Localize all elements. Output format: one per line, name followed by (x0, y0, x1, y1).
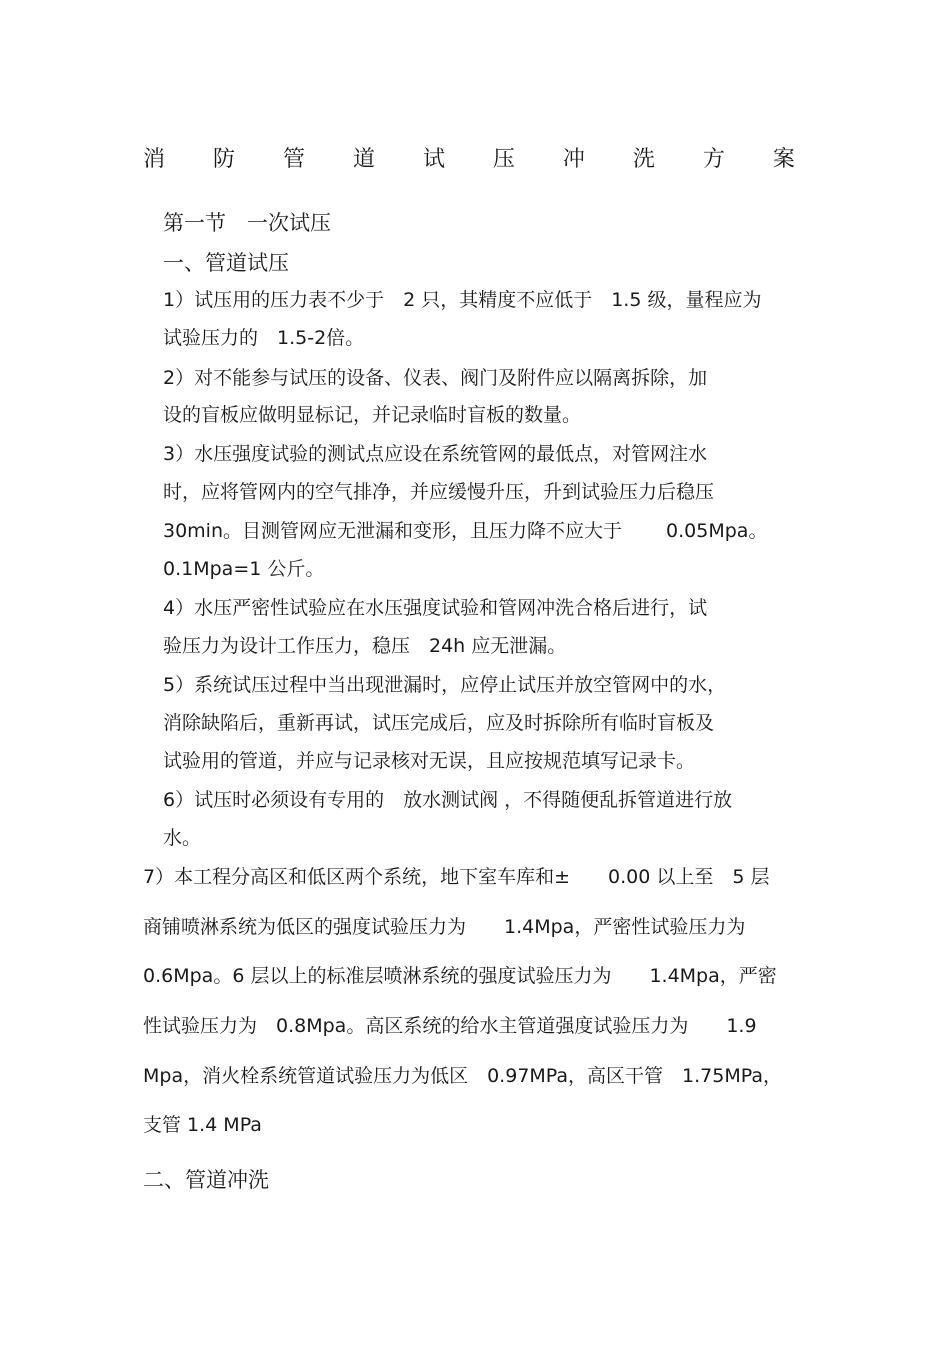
title-char: 冲 (562, 147, 585, 172)
paragraph-line: 2）对不能参与试压的设备、仪表、阀门及附件应以隔离拆除，加 (163, 367, 708, 389)
paragraph-line: 设的盲板应做明显标记，并记录临时盲板的数量。 (163, 404, 582, 426)
title-char: 试 (422, 147, 445, 172)
paragraph-line: 6）试压时必须设有专用的 放水测试阀 ，不得随便乱拆管道进行放 (163, 789, 733, 811)
paragraph-line: 水。 (163, 827, 202, 849)
paragraph-line: 试验压力的 1.5-2倍。 (163, 327, 365, 349)
subsection-heading: 二、管道冲洗 (143, 1168, 269, 1192)
paragraph-line: 0.1Mpa=1 公斤。 (163, 558, 325, 580)
paragraph-line: 商铺喷淋系统为低区的强度试验压力为 1.4Mpa，严密性试验压力为 (143, 916, 746, 938)
section-heading: 第一节 一次试压 (163, 211, 331, 235)
title-char: 道 (352, 147, 375, 172)
paragraph-line: 7）本工程分高区和低区两个系统，地下室车库和± 0.00 以上至 5 层 (143, 866, 770, 888)
paragraph-line: 消除缺陷后，重新再试，试压完成后，应及时拆除所有临时盲板及 (163, 712, 715, 734)
paragraph-line: 试验用的管道，并应与记录核对无误，且应按规范填写记录卡。 (163, 750, 696, 772)
paragraph-line: 时，应将管网内的空气排净，并应缓慢升压，升到试验压力后稳压 (163, 481, 715, 503)
paragraph-line: 支管 1.4 MPa (143, 1114, 262, 1136)
paragraph-line: 5）系统试压过程中当出现泄漏时，应停止试压并放空管网中的水， (163, 674, 727, 696)
title-char: 压 (492, 147, 515, 172)
paragraph-line: 验压力为设计工作压力，稳压 24h 应无泄漏。 (163, 635, 567, 657)
paragraph-line: 0.6Mpa。6 层以上的标准层喷淋系统的强度试验压力为 1.4Mpa，严密 (143, 965, 777, 987)
title-char: 案 (772, 147, 795, 172)
document-title (143, 143, 795, 177)
paragraph-line: 性试验压力为 0.8Mpa。高区系统的给水主管道强度试验压力为 1.9 (143, 1015, 757, 1037)
paragraph-line: Mpa，消火栓系统管道试验压力为低区 0.97MPa，高区干管 1.75MPa， (143, 1065, 782, 1087)
paragraph-line: 3）水压强度试验的测试点应设在系统管网的最低点，对管网注水 (163, 443, 708, 465)
title-char: 洗 (632, 147, 655, 172)
paragraph-line: 30min。目测管网应无泄漏和变形，且压力降不应大于 0.05Mpa。 (163, 520, 768, 542)
title-char: 管 (282, 147, 305, 172)
paragraph-line: 1）试压用的压力表不少于 2 只，其精度不应低于 1.5 级，量程应为 (163, 289, 762, 311)
paragraph-line: 4）水压严密性试验应在水压强度试验和管网冲洗合格后进行，试 (163, 597, 708, 619)
subsection-heading: 一、管道试压 (163, 251, 289, 275)
title-char: 消 (143, 147, 166, 172)
title-char: 方 (702, 147, 725, 172)
title-char: 防 (212, 147, 235, 172)
